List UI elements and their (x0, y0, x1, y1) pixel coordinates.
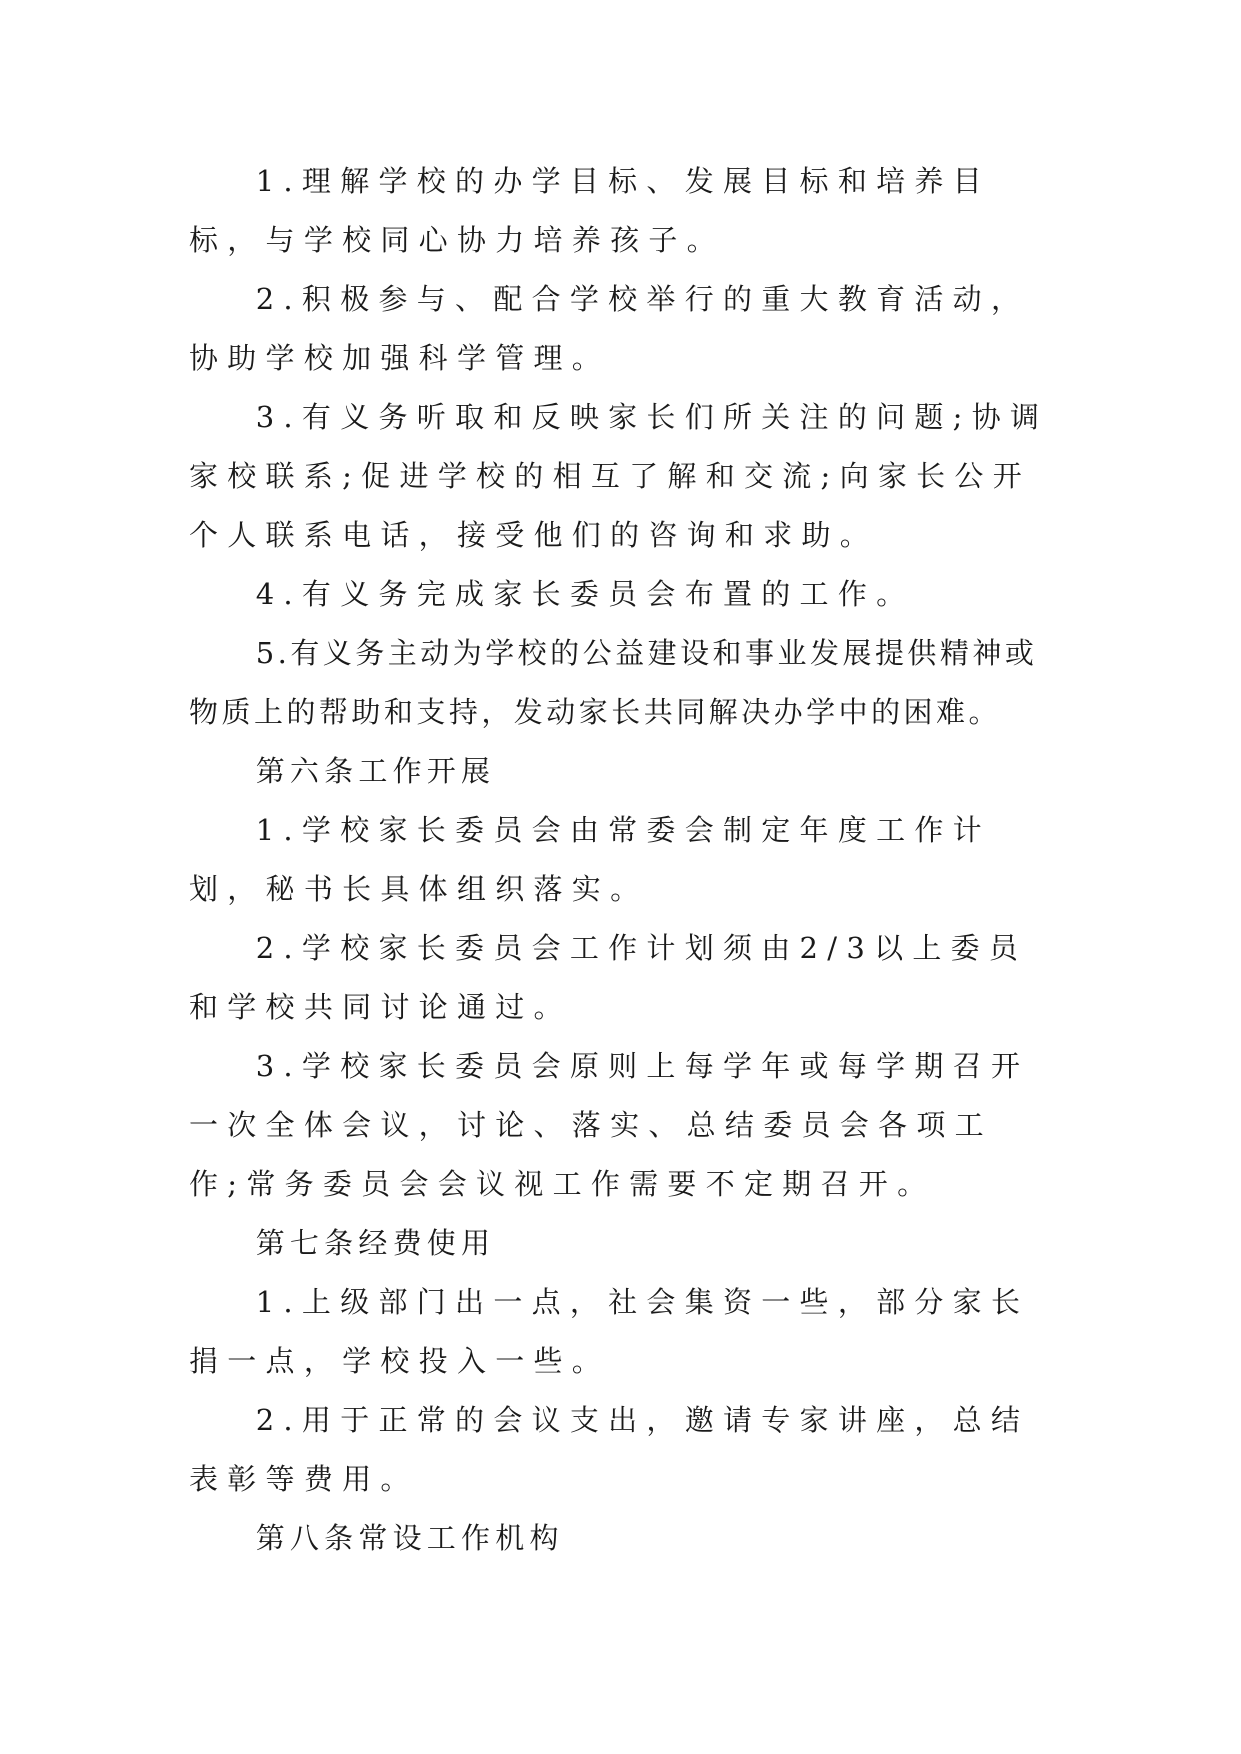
paragraph-duty-3: 3.有义务听取和反映家长们所关注的问题;协调家校联系;促进学校的相互了解和交流;向家长公开个人联系电话，接受他们的咨询和求助。 (189, 400, 1049, 552)
paragraph-duty-5: 5.有义务主动为学校的公益建设和事业发展提供精神或物质上的帮助和支持，发动家长共同解决办学中的困难。 (189, 636, 1038, 729)
paragraph-work-1: 1.学校家长委员会由常委会制定年度工作计划，秘书长具体组织落实。 (189, 813, 991, 906)
paragraph-duty-4: 4.有义务完成家长委员会布置的工作。 (255, 577, 915, 611)
paragraph-duty-2: 2.积极参与、配合学校举行的重大教育活动，协助学校加强科学管理。 (189, 282, 1030, 375)
section-heading-7: 第七条经费使用 (255, 1226, 496, 1260)
paragraph-work-2: 2.学校家长委员会工作计划须由2/3以上委员和学校共同讨论通过。 (189, 931, 1028, 1024)
paragraph-funds-2: 2.用于正常的会议支出，邀请专家讲座，总结表彰等费用。 (189, 1403, 1030, 1496)
document-body (189, 152, 1049, 1568)
paragraph-work-3: 3.学校家长委员会原则上每学年或每学期召开一次全体会议，讨论、落实、总结委员会各项工作;常务委员会会议视工作需要不定期召开。 (189, 1049, 1030, 1201)
paragraph-funds-1: 1.上级部门出一点，社会集资一些，部分家长捐一点，学校投入一些。 (189, 1285, 1030, 1378)
paragraph-duty-1: 1.理解学校的办学目标、发展目标和培养目标，与学校同心协力培养孩子。 (189, 164, 991, 257)
section-heading-6: 第六条工作开展 (255, 754, 496, 788)
section-heading-8: 第八条常设工作机构 (255, 1521, 564, 1555)
